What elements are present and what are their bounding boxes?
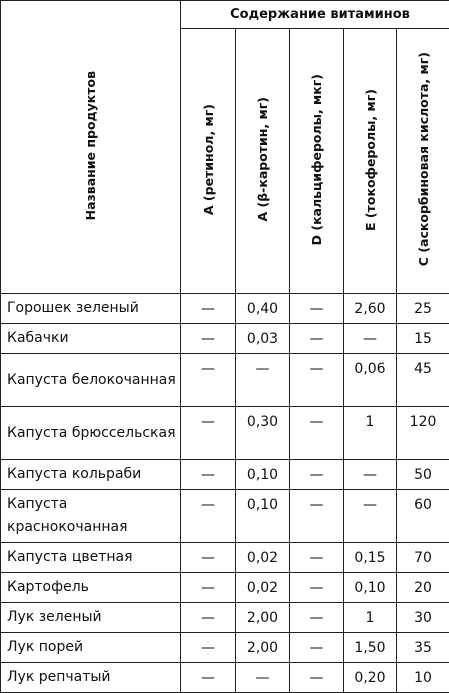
value-cell: 1,50 (344, 633, 397, 663)
value-cell: 15 (397, 324, 449, 354)
value-cell: — (344, 460, 397, 490)
value-cell: — (181, 407, 236, 460)
value-cell: 0,30 (236, 407, 290, 460)
table-row (1, 460, 449, 490)
value-cell: — (344, 324, 397, 354)
table-row (1, 633, 449, 663)
value-cell: 30 (397, 603, 449, 633)
value-cell: 45 (397, 354, 449, 407)
value-cell: 1 (344, 407, 397, 460)
column-header-tocopherol: Е (токоферолы, мг) (344, 29, 397, 294)
value-cell: — (290, 354, 344, 407)
table-row (1, 490, 449, 543)
product-name-header-label: Название продуктов (83, 71, 98, 220)
product-name: Капуста цветная (1, 543, 181, 573)
value-cell: — (290, 603, 344, 633)
value-cell: 2,00 (236, 603, 290, 633)
value-cell: — (290, 460, 344, 490)
value-cell: — (236, 663, 290, 693)
table-row (1, 573, 449, 603)
value-cell: 0,02 (236, 543, 290, 573)
value-cell: — (290, 633, 344, 663)
value-cell: — (181, 603, 236, 633)
table-row (1, 603, 449, 633)
column-header-calciferol: D (кальциферолы, мкг) (290, 29, 344, 294)
table-row (1, 294, 449, 324)
column-header-carotene: А (β-каротин, мг) (236, 29, 290, 294)
value-cell: 0,02 (236, 573, 290, 603)
table-row (1, 354, 449, 407)
value-cell: — (290, 573, 344, 603)
value-cell: — (290, 663, 344, 693)
value-cell: 0,10 (236, 490, 290, 543)
vitamin-group-header: Содержание витаминов (181, 1, 449, 29)
value-cell: — (344, 490, 397, 543)
product-name: Капуста краснокочанная (1, 490, 181, 543)
product-name: Лук репчатый (1, 663, 181, 693)
value-cell: — (290, 324, 344, 354)
product-name-header (1, 1, 181, 294)
value-cell: 1 (344, 603, 397, 633)
value-cell: 10 (397, 663, 449, 693)
product-name: Лук зеленый (1, 603, 181, 633)
value-cell: 0,40 (236, 294, 290, 324)
value-cell: 35 (397, 633, 449, 663)
value-cell: 25 (397, 294, 449, 324)
value-cell: 50 (397, 460, 449, 490)
value-cell: 0,03 (236, 324, 290, 354)
column-header-retinol: А (ретинол, мг) (181, 29, 236, 294)
product-name: Капуста брюссельская (1, 407, 181, 460)
value-cell: — (181, 663, 236, 693)
value-cell: — (290, 543, 344, 573)
table-row (1, 324, 449, 354)
table-row (1, 663, 449, 693)
value-cell: 0,06 (344, 354, 397, 407)
product-name: Лук порей (1, 633, 181, 663)
value-cell: — (181, 324, 236, 354)
value-cell: — (290, 407, 344, 460)
value-cell: — (290, 294, 344, 324)
value-cell: 2,00 (236, 633, 290, 663)
value-cell: 2,60 (344, 294, 397, 324)
product-name: Картофель (1, 573, 181, 603)
value-cell: 60 (397, 490, 449, 543)
product-name: Кабачки (1, 324, 181, 354)
value-cell: — (290, 490, 344, 543)
value-cell: 0,10 (236, 460, 290, 490)
value-cell: 70 (397, 543, 449, 573)
value-cell: 0,10 (344, 573, 397, 603)
product-name: Капуста белокочанная (1, 354, 181, 407)
value-cell: 0,15 (344, 543, 397, 573)
product-name: Горошек зеленый (1, 294, 181, 324)
value-cell: — (181, 573, 236, 603)
product-name: Капуста кольраби (1, 460, 181, 490)
value-cell: — (236, 354, 290, 407)
value-cell: 120 (397, 407, 449, 460)
column-header-ascorbic-acid: С (аскорбиновая кислота, мг) (397, 29, 449, 294)
value-cell: 20 (397, 573, 449, 603)
value-cell: — (181, 543, 236, 573)
value-cell: — (181, 294, 236, 324)
table-row (1, 543, 449, 573)
value-cell: — (181, 354, 236, 407)
value-cell: 0,20 (344, 663, 397, 693)
value-cell: — (181, 633, 236, 663)
table-row (1, 407, 449, 460)
value-cell: — (181, 490, 236, 543)
value-cell: — (181, 460, 236, 490)
